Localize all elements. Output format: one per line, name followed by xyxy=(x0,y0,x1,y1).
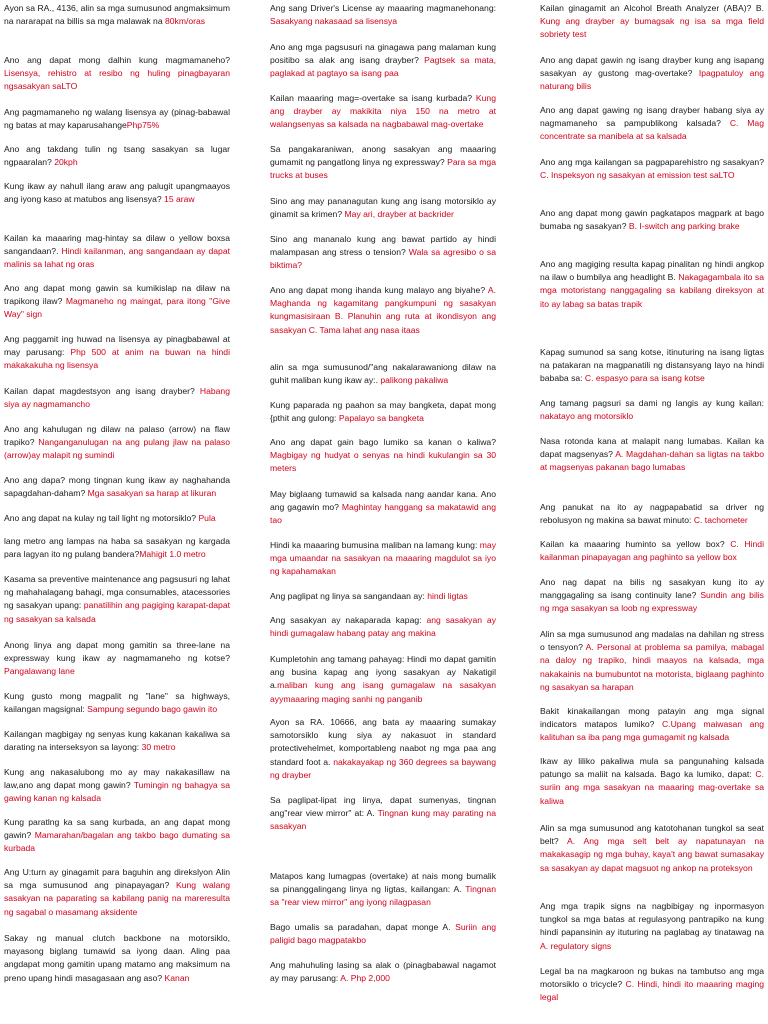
answer-text: Tingnan sa "rear view mirror" ang iyong nilagpasan xyxy=(270,884,496,908)
qa-item xyxy=(4,282,230,322)
qa-item xyxy=(4,573,230,626)
question-text: May biglaang tumawid sa kalsada nang aandar kana. Ano ang gagawin mo? xyxy=(270,489,496,513)
question-text: Ano ang dapat gain bago lumiko sa kanan o kaliwa? xyxy=(270,437,496,447)
qa-item xyxy=(4,512,230,525)
answer-text: Tingnan kung may parating na sasakyan xyxy=(270,808,496,832)
answer-text: 15 araw xyxy=(164,194,195,205)
qa-item xyxy=(270,195,496,221)
qa-item xyxy=(4,866,230,919)
question-text: Alin sa mga sumusunod ang madalas na dahilan ng stress o tensyon? xyxy=(540,629,764,653)
question-text: Kung ang nakasalubong mo ay may nakakasillaw na law,ano ang dapat mong gawin? xyxy=(4,767,230,791)
qa-item xyxy=(540,538,764,564)
answer-text: C. suriin ang mga sasakyan na maaaring mag-overtake sa kaliwa xyxy=(540,769,764,806)
answer-text: hindi ligtas xyxy=(427,591,468,601)
question-text: Ano ang mga pagsusuri na ginagawa pang malaman kung positibo sa alak ang isang drayber? xyxy=(270,42,496,66)
answer-text: Kung ang drayber ay makikita niya 150 na metro at walangsenyas sa kalsada na nagbabawal mag-overtake xyxy=(270,93,496,130)
answer-text: Mahigit 1.0 metro xyxy=(139,549,206,560)
question-text: Kung paparada ng paahon sa may bangketa, dapat mong {pthit ang gulong: xyxy=(270,400,496,424)
answer-text: May ari, drayber at backrider xyxy=(344,209,454,220)
answer-text: Hindi kailanman, ang sangandaan ay dapat malinis sa lahat ng oras xyxy=(4,246,231,270)
answer-text: 30 metro xyxy=(141,742,176,753)
answer-text: 80km/oras xyxy=(164,16,206,27)
qa-item xyxy=(540,207,764,233)
qa-item xyxy=(270,399,496,425)
answer-text: A. Personal at problema sa pamilya, mabagal na daloy ng trapiko, hindi maayos na kalsada, mga nakakainis na bumubuntot na motorista, biglaang paghinto ng sasakyan sa harapan xyxy=(540,642,764,692)
question-text: Ang panukat na ito ay nagpapabatid sa driver ng rebolusyon ng makina sa bawat minuto: xyxy=(540,502,764,526)
answer-text: nakatayo ang motorsiklo xyxy=(540,411,634,422)
qa-item xyxy=(4,639,230,679)
question-text: Ang mga trapik signs na nagbibigay ng inpormasyon tungkol sa mga batas at regulasyong pantrapiko na kung hindi papansinin ay ituturing na paglabag ay tinatawag na xyxy=(540,901,764,938)
qa-item xyxy=(540,822,764,875)
question-text: Matapos kang lumagpas (overtake) at nais mong bumalik sa pinanggalingang linya ng ligtas, kailangan: A. xyxy=(270,871,496,895)
qa-item xyxy=(270,92,496,132)
question-text: Kumpletohin ang tamang pahayag: Hindi mo dapat gamitin ang busina kapag ang iyong sasakyan ay Nakatigil a. xyxy=(270,654,496,691)
answer-text: may mga umaandar na sasakyan na maaaring magdulot sa iyo ng kapahamakan xyxy=(270,540,496,577)
answer-text: Sundin ang bilis ng mga sasakyan sa loob ng expressway xyxy=(540,590,764,614)
answer-text: ang sasakyan ay hindi gumagalaw habang patay ang makina xyxy=(270,615,497,639)
question-text: Sa paglipat-lipat ing linya, dapat sumenyas, tingnan ang"rear view mirror" at: A. xyxy=(270,795,496,819)
question-text: Ayon sa RA. 10666, ang bata ay maaaring sumakay samotorsiklo kung siya ay nakasuot in standard protectivehelmet, komportableng naabot ng mga paa ang standard foot a. xyxy=(270,717,496,767)
qa-item xyxy=(4,333,230,373)
answer-text: C. espasyo para sa isang kotse xyxy=(584,373,705,384)
qa-item xyxy=(540,346,764,386)
qa-item xyxy=(540,576,764,616)
question-text: Kailan ginagamit an Alcohol Breath Analyzer (ABA)? B. xyxy=(540,3,764,13)
question-text: Ano ang takdang tulin ng tsang sasakyan sa lugar ngpaaralan? xyxy=(4,144,230,168)
qa-item xyxy=(4,690,230,716)
question-text: Kailan maaaring mag=-overtake sa isang kurbada? xyxy=(270,93,476,103)
answer-text: Sampung segundo bago gawin ito xyxy=(87,704,218,715)
question-text: Kailan ka maaaring mag-hintay sa dilaw o yellow boxsa sangandaan?. xyxy=(4,233,230,257)
question-text: Kailan dapat magdestsyon ang isang drayber? xyxy=(4,386,200,396)
qa-item xyxy=(4,143,230,169)
qa-item xyxy=(270,870,496,910)
question-text: Sa pangakaraniwan, anong sasakyan ang maaaring gumamit ng pangatlong linya ng expressway? xyxy=(270,144,496,168)
question-text: Nasa rotonda kana at malapit nang lumabas. Kailan ka dapat magsenyas? xyxy=(540,436,764,460)
qa-item xyxy=(270,143,496,183)
question-text: Ang mahuhuling lasing sa alak o (pinagbabawal nagamot ay may parusang: xyxy=(270,960,496,984)
qa-item xyxy=(540,258,764,311)
qa-item xyxy=(270,488,496,528)
qa-item xyxy=(540,156,764,182)
answer-text: Pula xyxy=(198,513,216,523)
answer-text: C. Hindi kailanman pinapayagan ang paghinto sa yellow box xyxy=(540,539,764,563)
answer-text: Papalayo sa bangketa xyxy=(338,413,424,424)
answer-text: A. regulatory signs xyxy=(540,940,612,951)
question-text: Ano ang dapat gawing ng isang drayber habang siya ay nagmamaneho sa pampublikong kalsada? xyxy=(540,105,764,129)
answer-text: Pagtsek sa mata, paglakad at pagtayo sa isang paa xyxy=(270,55,496,79)
answer-text: Suriin ang paligid bago magpatakbo xyxy=(270,922,497,946)
question-text: Kasama sa preventive maintenance ang pagsusuri ng lahat ng mahahalagang bahagi, mga consumables, atacessories ng sasakyan upang: xyxy=(4,574,230,611)
qa-item xyxy=(540,628,764,694)
question-text: Ano ang dapa? mong tingnan kung ikaw ay naghahanda sapagdahan-daham? xyxy=(4,475,230,499)
question-text: Hindi ka maaaring bumusina maliban na lamang kung: xyxy=(270,540,480,550)
qa-item xyxy=(4,474,230,500)
answer-text: nakakayakap ng 360 degrees sa baywang ng drayber xyxy=(270,756,496,780)
answer-text: Kanan xyxy=(164,972,190,983)
qa-item xyxy=(270,716,496,782)
qa-item xyxy=(4,180,230,206)
question-text: Ang sang Driver's License ay maaaring magmanehonang: xyxy=(270,3,496,13)
question-text: Kung paratlng ka sa sang kurbada, an ang dapat mong gawin? xyxy=(4,817,230,841)
question-text: Kung ikaw ay nahull ilang araw ang palugit upangmaayos ang iyong kaso at matubos ang lisensya? xyxy=(4,181,230,205)
answer-text: A. Magdahan-dahan sa ligtas na takbo at magsenyas pakanan bago lumabas xyxy=(540,449,764,473)
question-text: Kailan ka maaaring huminto sa yellow box? xyxy=(540,539,731,549)
qa-item xyxy=(4,816,230,856)
question-text: Ang paglipat ng linya sa sangandaan ay: xyxy=(270,591,428,601)
answer-text: panatilihin ang pagiging karapat-dapat ng sasakyan sa kalsada xyxy=(4,600,231,624)
question-text: Ano ang mga kailangan sa pagpaparehistro ng sasakyan? xyxy=(540,157,764,167)
qa-item xyxy=(540,501,764,527)
answer-text: Nakagagambala ito sa mga motoristang nanggagaling sa kabilang direksyon at ito ay labag sa batas trapik xyxy=(540,272,764,309)
answer-text: A. Php 2,000 xyxy=(340,973,390,984)
qa-item xyxy=(270,436,496,476)
question-text: Ang pagmamaneho ng walang lisensya ay (pinag-babawal ng batas at may kaparusahange xyxy=(4,107,230,131)
question-text: lang metro ang lampas na haba sa sasakyan ng kargada para lagyan ito ng pulang bandera? xyxy=(4,536,230,560)
question-text: Ano ang dapat mong gawin pagkatapos magpark at bago bumaba ng sasakyan? xyxy=(540,208,764,232)
question-text: Kapag sumunod sa sang kotse, itinuturing na isang ligtas na patakaran na magpanatili ng distansyang layo na hindi bababa sa: xyxy=(540,347,764,384)
answer-text: Kung walang sasakyan na paparating sa kabilang panig na mareresulta ng sagabal o masamang aksidente xyxy=(4,880,230,917)
question-text: Ang tamang pagsuri sa dami ng langis ay kung kailan: xyxy=(540,398,764,408)
answer-text: Habang siya ay nagmamancho xyxy=(4,386,230,410)
question-text: alin sa mga sumusunod/"ang nakalarawaniong dilaw na guhit maliban kung ikaw ay:. xyxy=(270,362,496,386)
question-text: Ano ang kahulugan ng dilaw na palaso (arrow) na flaw trapiko? xyxy=(4,424,230,448)
question-text: Ano nag dapat na bilis ng sasakyan kung ito ay manggagaling sa isang continuity lane? xyxy=(540,577,764,601)
qa-item xyxy=(270,653,496,706)
answer-text: Lisensya, rehistro at resibo ng huling pinagbayaran ngsasakyan saLTO xyxy=(4,68,230,92)
qa-item xyxy=(540,104,764,144)
qa-item xyxy=(4,54,230,94)
answer-text: Kung ang drayber ay bumagsak ng isa sa mga field sobriety test xyxy=(540,16,764,40)
answer-text: maliban kung ang isang gumagalaw na sasakyan ayymaaaring maging sanhi ng panganib xyxy=(270,680,496,704)
answer-text: A. Ang mga selt belt ay napatunayan na makakasagip ng mga buhay, kaya't ang bawat sumasakay sa sasakyan ay dapat magsuot ng ankop na proteksyon xyxy=(540,836,764,873)
qa-item xyxy=(4,423,230,463)
qa-item xyxy=(270,921,496,947)
question-text: Alin sa mga sumusunod ang katotohanan tungkol sa seat belt? xyxy=(540,823,764,847)
answer-text: A. Maghanda ng kagamitang pangkumpuni ng sasakyan kungmasisiraan B. Planuhin ang ruta at ikondisyon ang sasakyan C. Tama lahat ang nasa itaas xyxy=(270,285,496,335)
answer-text: palikong pakaliwa xyxy=(380,375,449,386)
answer-text: Sasakyang nakasaad sa lisensya xyxy=(270,16,398,27)
answer-text: Php75% xyxy=(126,120,160,131)
question-text: Kailangan magbigay ng senyas kung kakanan kakaliwa sa darating na interseksyon sa layong: xyxy=(4,729,230,753)
question-text: Bakit kinakailangan mong patayin ang mga signal indicators matapos lumiko? xyxy=(540,706,764,730)
qa-item xyxy=(4,766,230,806)
question-text: Ikaw ay liliko pakaliwa mula sa pangunahing kalsada patungo sa maliit na kalsada. Bago ka lumiko, dapat: xyxy=(540,756,764,780)
question-text: Sakay ng manual clutch backbone na motorsiklo, mayasong biglang tumawid sa iyong daan. Aling paa angdapat mong gamitin upang matamo ang maksimum na preno upang hindi masagasaan ang aso? xyxy=(4,933,230,983)
qa-item xyxy=(540,2,764,42)
qa-item xyxy=(270,361,496,387)
question-text: Ano ang dapat mong ihanda kung malayo ang biyahe? xyxy=(270,285,488,295)
answer-text: C. tachometer xyxy=(693,515,748,526)
answer-text: B. I-switch ang parking brake xyxy=(628,221,740,232)
answer-text: Tumingin ng bahagya sa gawing kanan ng kalsada xyxy=(4,780,230,804)
answer-text: Mamarahan/bagalan ang takbo bago dumating sa kurbada xyxy=(4,830,230,854)
answer-text: Magmaneho ng maingat, para itong "Give Way" sign xyxy=(4,296,230,320)
qa-item xyxy=(270,590,496,603)
qa-item xyxy=(4,535,230,561)
answer-text: C. Inspeksyon ng sasakyan at emission test saLTO xyxy=(540,170,735,181)
question-text: Bago umalis sa paradahan, dapat monge A. xyxy=(270,922,456,932)
question-text: Sino ang mananalo kung ang bawat partido ay hindi malampasan ang stress o tension? xyxy=(270,234,496,258)
qa-item xyxy=(270,614,496,640)
question-text: Ang paggamit ing huwad na lisensya ay pinagbabawal at may parusang: xyxy=(4,334,230,358)
answer-text: Mga sasakyan sa harap at likuran xyxy=(87,488,217,499)
answer-text: Nanganganulugan na ang pulang jlaw na palaso (arrow)ay malapit ng sumindi xyxy=(4,437,230,461)
answer-text: Para sa mga trucks at buses xyxy=(270,157,496,181)
qa-item xyxy=(540,435,764,475)
answer-text: 20kph xyxy=(54,157,78,168)
qa-item xyxy=(4,2,230,28)
qa-item xyxy=(270,959,496,985)
question-text: Ano ang dapat na kulay ng tail light ng motorsiklo? xyxy=(4,513,199,523)
answer-text: Ipagpatuloy ang naturang bilis xyxy=(540,68,764,92)
answer-text: Maghintay hanggang sa makatawid ang tao xyxy=(270,502,496,526)
question-text: Legal ba na magkaroon ng bukas na tambutso ang mga motorsiklo o tricycle? xyxy=(540,966,764,990)
answer-text: C. Hindi, hindi ito maaaring maging legal xyxy=(540,979,764,1003)
question-text: Ano ang magiging resulta kapag pinalitan ng hindi angkop na ilaw o bumbilya ang headlight B. xyxy=(540,259,764,283)
qa-item xyxy=(270,41,496,81)
qa-item xyxy=(270,284,496,337)
qa-item xyxy=(540,755,764,808)
qa-item xyxy=(4,232,230,272)
qa-item xyxy=(4,106,230,132)
question-text: Ano ang dapat gawin ng isang drayber kung ang isapang sasakyan ay gustong mag-overtake? xyxy=(540,55,764,79)
qa-item xyxy=(270,233,496,273)
qa-item xyxy=(4,932,230,985)
qa-item xyxy=(540,397,764,423)
answer-text: Wala sa agresibo o sa biktima? xyxy=(270,247,496,271)
qa-item xyxy=(270,539,496,579)
qa-item xyxy=(540,965,764,1005)
qa-item xyxy=(540,54,764,94)
answer-text: C. Mag concentrate sa manibela at sa kalsada xyxy=(540,118,764,142)
question-text: Sino ang may pananagutan kung ang isang motorsiklo ay ginamit sa krimen? xyxy=(270,196,496,220)
answer-text: Pangalawang lane xyxy=(4,666,75,677)
answer-text: Php 500 at anim na buwan na hindi makakakuha ng lisensya xyxy=(4,347,230,371)
question-text: Kung gusto mong magpalit ng "lane" sa highways, kailangan magsignal: xyxy=(4,691,230,715)
qa-item xyxy=(4,728,230,754)
qa-item xyxy=(4,385,230,411)
qa-item xyxy=(540,900,764,953)
question-text: Ang sasakyan ay nakaparada kapag: xyxy=(270,615,427,625)
question-text: Ang U:turn ay ginagamit para baguhin ang direkslyon Alin sa mga sumusunod ang pinapayagan? xyxy=(4,867,230,891)
qa-item xyxy=(270,794,496,834)
question-text: Anong linya ang dapat mong gamitin sa three-lane na expressway kung ikaw ay nagmamaneho ng kotse? xyxy=(4,640,230,664)
qa-item xyxy=(270,2,496,28)
question-text: Ano ang dapat mong dalhin kung magmamaneho? xyxy=(4,55,230,65)
answer-text: C.Upang maiwasan ang kalituhan sa iba pang mga gumagamit ng kalsada xyxy=(540,719,764,743)
answer-text: Magbigay ng hudyat o senyas na hindi kukulangin sa 30 meters xyxy=(270,450,496,474)
qa-item xyxy=(540,705,764,745)
question-text: Ayon sa RA., 4136, alin sa mga sumusunod angmaksimum na nararapat na billis sa mga malawak na xyxy=(4,3,230,27)
question-text: Ano ang dapat mong gawin sa kumikislap na dilaw na trapikong ilaw? xyxy=(4,283,230,307)
